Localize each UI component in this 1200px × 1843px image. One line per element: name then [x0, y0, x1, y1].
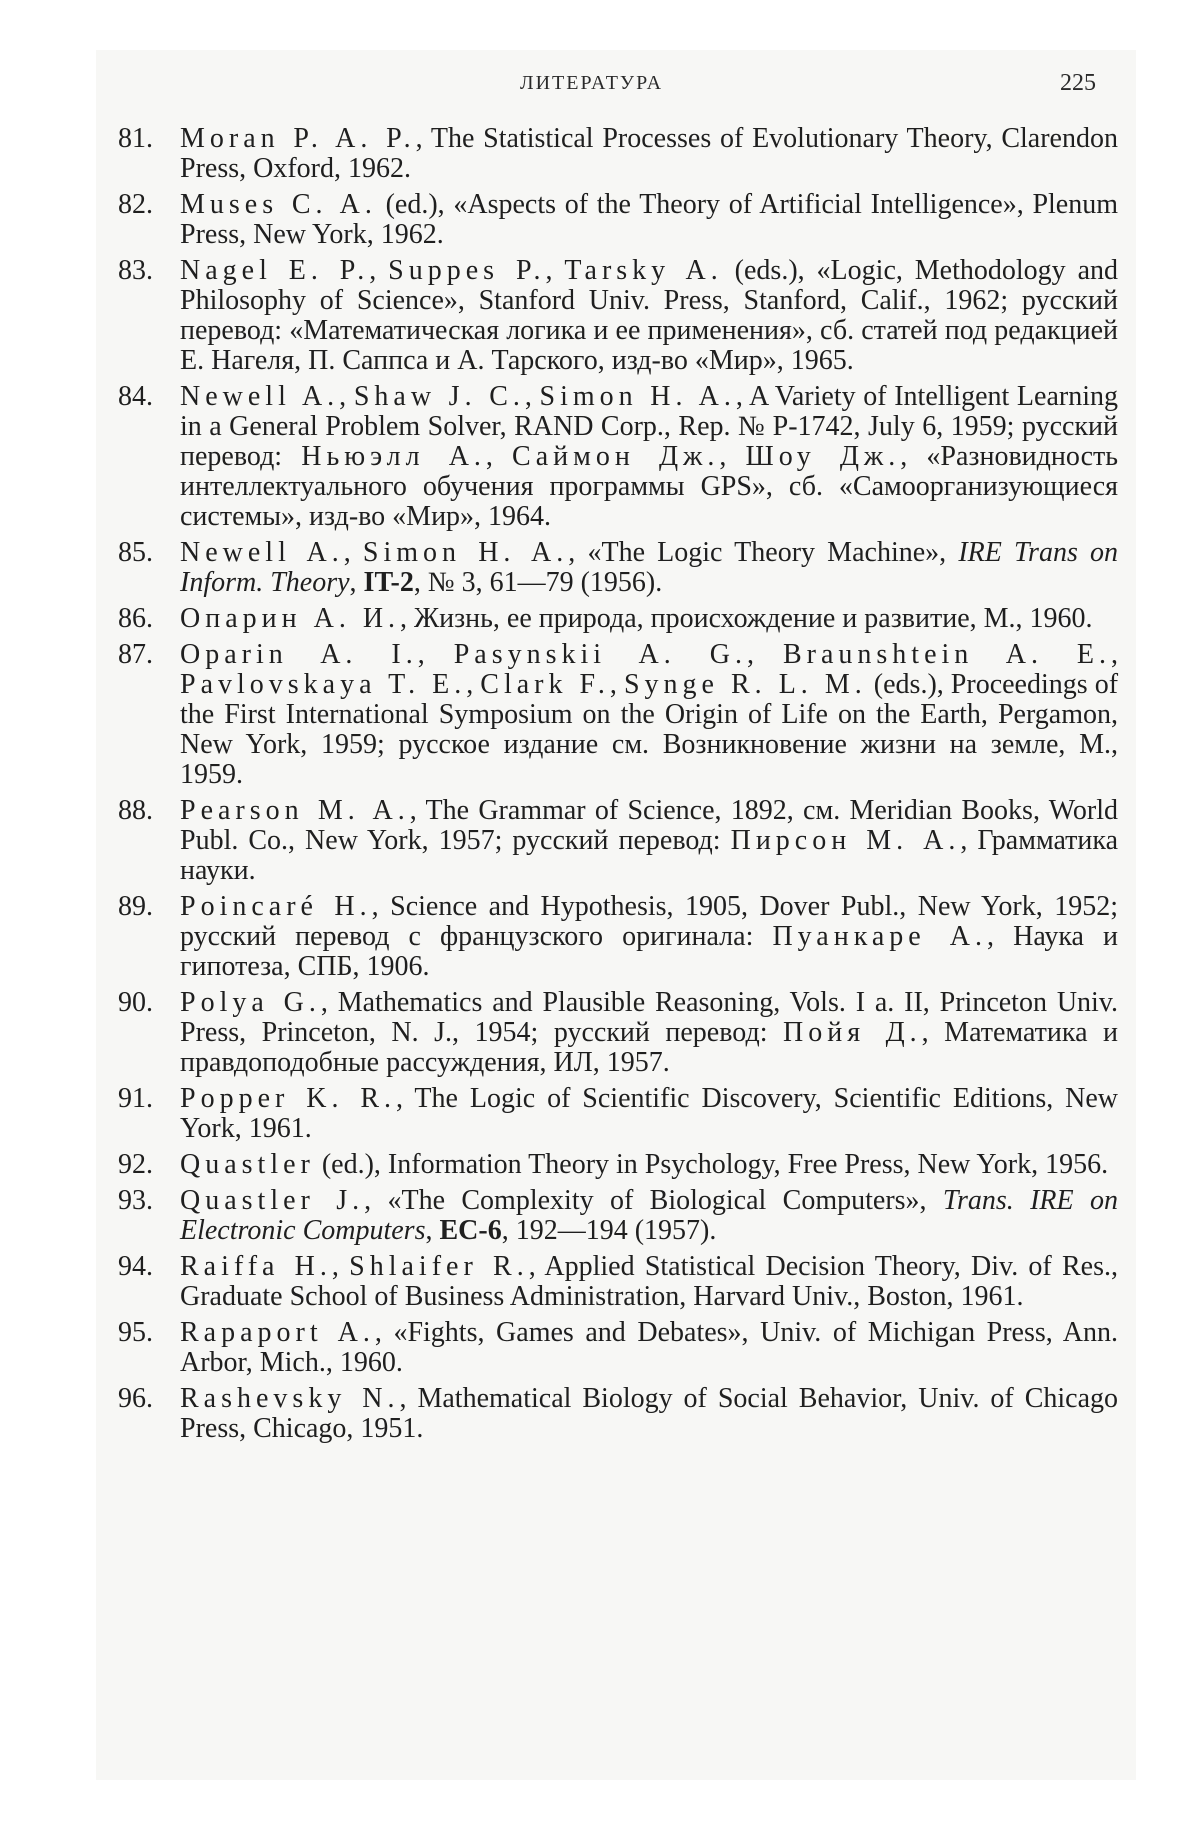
reference-entry [118, 190, 1118, 250]
reference-text: , [417, 639, 454, 670]
reference-author: Simon H. A. [539, 381, 736, 412]
reference-author: Pearson M. A. [180, 795, 410, 826]
reference-author: Quastler [180, 1149, 315, 1180]
reference-text: , [1111, 639, 1119, 670]
reference-author: Newell A. [180, 381, 340, 412]
reference-number: 87. [118, 639, 153, 670]
reference-entry [118, 1318, 1118, 1378]
reference-journal: Trans. IRE on Electronic Computers [180, 1185, 1118, 1246]
reference-number: 83. [118, 255, 153, 286]
reference-author: Simon H. A. [362, 537, 569, 568]
reference-author: Pasynskii A. G. [453, 639, 747, 670]
reference-author: Rashevsky N. [180, 1383, 400, 1414]
reference-author: Synge R. L. M. [623, 669, 867, 700]
reference-number: 90. [118, 987, 153, 1018]
reference-author: Ньюэлл А. [301, 441, 486, 472]
reference-text: (ed.), «Aspects of the Theory of Artificial Intelligence», Plenum Press, New York, 1962. [180, 189, 1118, 250]
reference-number: 84. [118, 381, 153, 412]
reference-author: Pavlovskaya T. E. [180, 669, 467, 700]
reference-text: (ed.), Information Theory in Psychology, Free Press, New York, 1956. [314, 1149, 1109, 1180]
reference-entry [118, 604, 1118, 634]
reference-number: 93. [118, 1185, 153, 1216]
reference-author: Muses C. A. [180, 189, 377, 220]
reference-text: , «The Logic Theory Machine», [568, 537, 959, 568]
reference-number: 91. [118, 1083, 153, 1114]
reference-entry [118, 256, 1118, 376]
reference-text: , The Logic of Scientific Discovery, Scientific Editions, New York, 1961. [180, 1083, 1118, 1144]
reference-entry [118, 796, 1118, 886]
reference-author: Пойя Д. [782, 1017, 922, 1048]
reference-author: Саймон Дж. [512, 441, 720, 472]
reference-author: Newell A. [180, 537, 344, 568]
reference-text: , [339, 381, 354, 412]
reference-text: , «Fights, Games and Debates», Univ. of Michigan Press, Ann. Arbor, Mich., 1960. [180, 1317, 1119, 1378]
reference-author: Oparin A. I. [180, 639, 418, 670]
reference-text: , The Grammar of Science, 1892, см. Meridian Books, World Publ. Co., New York, 1957; русский перевод: [180, 795, 1118, 856]
reference-text: , Mathematics and Plausible Reasoning, Vols. I a. II, Princeton Univ. Press, Princeton, N. J., 1954; русский перевод: [180, 987, 1119, 1048]
reference-text: , «The Complexity of Biological Computers», [364, 1185, 943, 1216]
reference-text: , [719, 441, 746, 472]
reference-text: , [466, 669, 481, 700]
reference-number: 96. [118, 1383, 153, 1414]
reference-author: Raiffa H. [180, 1251, 332, 1282]
reference-text: , [746, 639, 783, 670]
reference-author: Popper K. R. [180, 1083, 397, 1114]
reference-entry [118, 640, 1118, 790]
reference-volume: EC-6 [439, 1215, 502, 1246]
reference-text: , [369, 255, 389, 286]
reference-text: , «Разновидность интеллектуального обучения программы GPS», сб. «Самоорганизующиеся системы», изд-во «Мир», 1964. [180, 441, 1119, 532]
reference-entry [118, 1384, 1118, 1444]
reference-text: , Жизнь, ее природа, происхождение и развитие, М., 1960. [400, 603, 1093, 634]
reference-author: Clark F. [480, 669, 610, 700]
reference-list [118, 124, 1118, 1450]
reference-entry [118, 1150, 1118, 1180]
reference-journal: IRE Trans on Inform. Theory [180, 537, 1119, 598]
reference-entry [118, 382, 1118, 532]
reference-entry [118, 1084, 1118, 1144]
reference-number: 86. [118, 603, 153, 634]
reference-text: , [343, 537, 363, 568]
reference-text: , Грамматика науки. [180, 825, 1118, 886]
page-number: 225 [1060, 70, 1096, 96]
reference-author: Nagel E. P. [180, 255, 370, 286]
reference-text: , [545, 255, 565, 286]
reference-text: , Science and Hypothesis, 1905, Dover Publ., New York, 1952; русский перевод с французского оригинала: [180, 891, 1118, 952]
reference-number: 82. [118, 189, 153, 220]
reference-number: 85. [118, 537, 153, 568]
reference-author: Шоу Дж. [745, 441, 901, 472]
reference-author: Braunshtein A. E. [782, 639, 1112, 670]
reference-text: , [425, 1215, 440, 1246]
reference-text: , [349, 567, 364, 598]
reference-author: Shlaifer R. [349, 1251, 529, 1282]
reference-author: Moran P. A. P. [180, 123, 416, 154]
reference-number: 94. [118, 1251, 153, 1282]
reference-author: Пирсон М. А. [730, 825, 961, 856]
reference-text: , A Variety of Intelligent Learning in a General Problem Solver, RAND Corp., Rep. № P-1742, July 6, 1959; русский перевод: [180, 381, 1118, 472]
reference-author: Polya G. [180, 987, 321, 1018]
reference-text: , [485, 441, 513, 472]
reference-entry [118, 538, 1118, 598]
reference-text: , № 3, 61—79 (1956). [413, 567, 663, 598]
reference-text: , Applied Statistical Decision Theory, Div. of Res., Graduate School of Business Administration, Harvard Univ., Boston, 1961. [180, 1251, 1118, 1312]
reference-text: (eds.), Proceedings of the First International Symposium on the Origin of Life on the Earth, Pergamon, New York, 1959; русское издание см. Возникновение жизни на земле, М., 1959. [180, 669, 1119, 790]
reference-text: , Mathematical Biology of Social Behavior, Univ. of Chicago Press, Chicago, 1951. [180, 1383, 1119, 1444]
reference-text: , [331, 1251, 350, 1282]
reference-number: 92. [118, 1149, 153, 1180]
reference-author: Poincaré H. [180, 891, 372, 922]
reference-number: 88. [118, 795, 153, 826]
reference-text: , Наука и гипотеза, СПБ, 1906. [180, 921, 1118, 982]
reference-number: 95. [118, 1317, 153, 1348]
reference-entry [118, 988, 1118, 1078]
reference-author: Опарин А. И. [180, 603, 401, 634]
reference-entry [118, 124, 1118, 184]
reference-number: 89. [118, 891, 153, 922]
reference-author: Shaw J. C. [353, 381, 525, 412]
reference-text: , [609, 669, 624, 700]
reference-text: , [524, 381, 540, 412]
reference-author: Tarsky A. [564, 255, 723, 286]
reference-number: 81. [118, 123, 153, 154]
reference-author: Quastler J. [180, 1185, 365, 1216]
reference-text: , 192—194 (1957). [501, 1215, 717, 1246]
reference-author: Suppes P. [388, 255, 546, 286]
running-head: ЛИТЕРАТУРА [520, 72, 664, 94]
reference-entry [118, 1186, 1118, 1246]
reference-text: , The Statistical Processes of Evolutionary Theory, Clarendon Press, Oxford, 1962. [180, 123, 1118, 184]
reference-volume: IT-2 [363, 567, 414, 598]
reference-author: Rapaport A. [180, 1317, 375, 1348]
reference-text: (eds.), «Logic, Methodology and Philosophy of Science», Stanford Univ. Press, Stanford, Calif., 1962; русский перевод: «Математическая логика и ее применения», сб. статей под редакцией Е. Нагеля, П. Саппса и А. Тарского, изд-во «Мир», 1965. [180, 255, 1119, 376]
reference-author: Пуанкаре А. [772, 921, 988, 952]
reference-entry [118, 892, 1118, 982]
reference-entry [118, 1252, 1118, 1312]
reference-text: , Математика и правдоподобные рассуждения, ИЛ, 1957. [180, 1017, 1118, 1078]
